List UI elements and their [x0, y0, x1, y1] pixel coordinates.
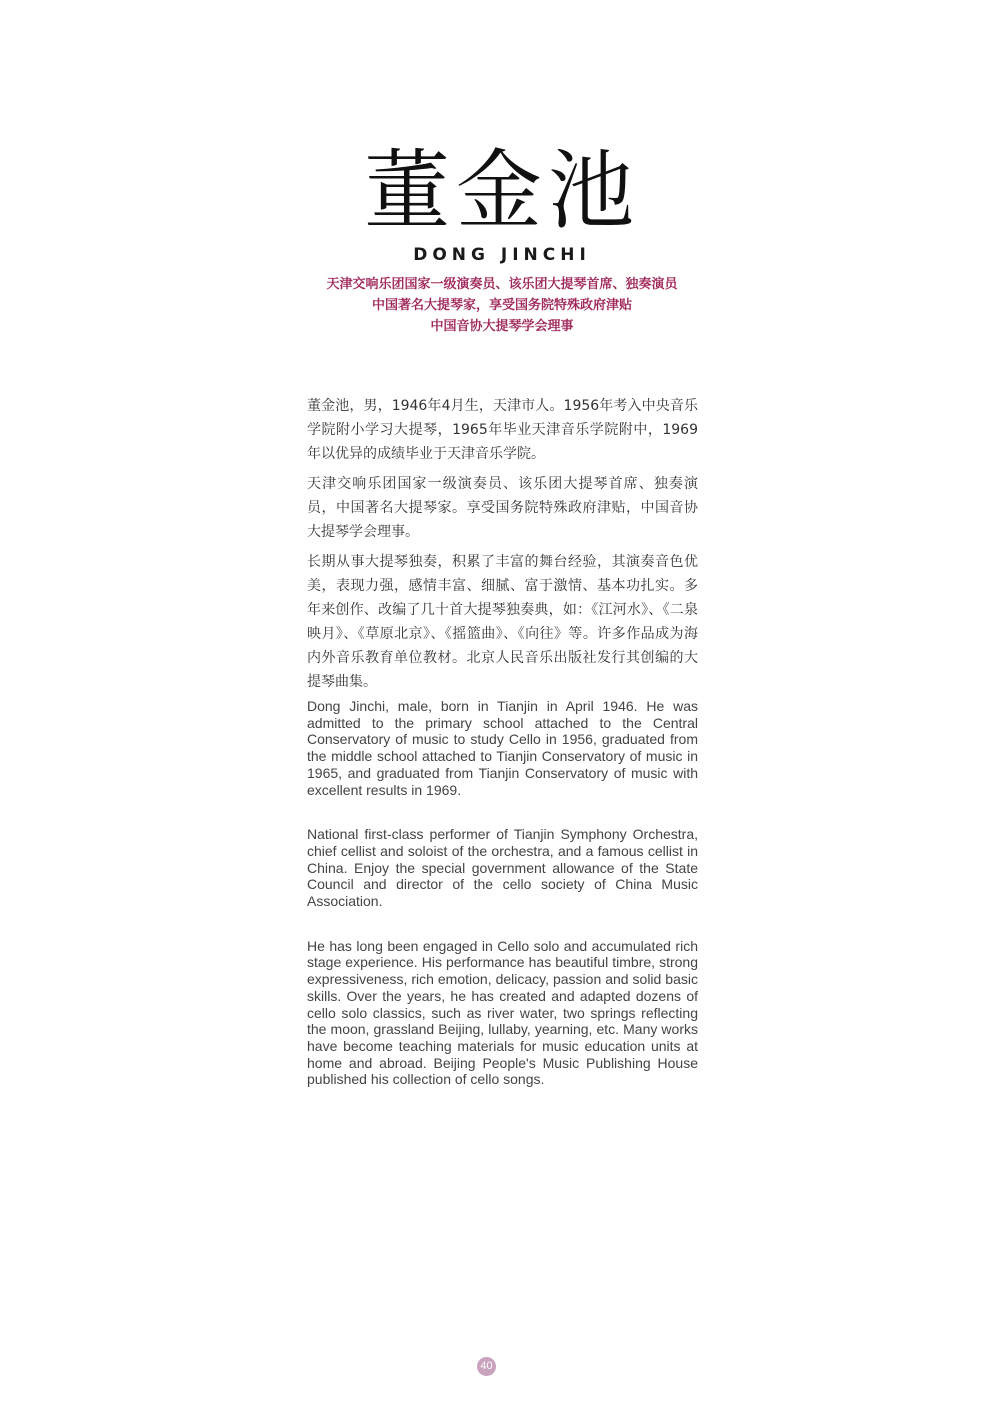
- biography-english: [307, 698, 698, 1116]
- titles-block: [0, 274, 1004, 337]
- bio-paragraph-en: He has long been engaged in Cello solo and accumulated rich stage experience. His performance has beautiful timbre, strong expressiveness, rich emotion, delicacy, passion and solid basic skills. Over the years, he has created and adapted dozens of cello solo classics, such as river water, two springs reflecting the moon, grassland Beijing, lullaby, yearning, etc. Many works have become teaching materials for music education units at home and abroad. Beijing People's Music Publishing House published his collection of cello songs.: [307, 937, 698, 1088]
- name-english: DONG JINCHI: [413, 245, 591, 265]
- bio-paragraph-zh: 长期从事大提琴独奏，积累了丰富的舞台经验，其演奏音色优美，表现力强，感情丰富、细腻、富于激情、基本功扎实。多年来创作、改编了几十首大提琴独奏典，如：《江河水》、《二泉映月》、《草原北京》、《摇篮曲》、《向往》等。许多作品成为海内外音乐教育单位教材。北京人民音乐出版社发行其创编的大提琴曲集。: [307, 554, 698, 690]
- bio-paragraph-zh: 董金池，男，1946年4月生，天津市人。1956年考入中央音乐学院附小学习大提琴，1965年毕业天津音乐学院附中，1969年以优异的成绩毕业于天津音乐学院。: [307, 398, 698, 462]
- title-line: 中国音协大提琴学会理事: [430, 319, 574, 334]
- title-line: 中国著名大提琴家，享受国务院特殊政府津贴: [371, 298, 632, 313]
- bio-paragraph-en: National first-class performer of Tianjin Symphony Orchestra, chief cellist and soloist of the orchestra, and a famous cellist in China. Enjoy the special government allowance of the State Council and director of the cello society of China Music Association.: [307, 826, 698, 910]
- bio-paragraph-en: Dong Jinchi, male, born in Tianjin in April 1946. He was admitted to the primary school attached to the Central Conservatory of music to study Cello in 1956, graduated from the middle school attached to Tianjin Conservatory of music in 1965, and graduated from Tianjin Conservatory of music with excellent results in 1969.: [307, 698, 698, 798]
- biography-chinese: [307, 394, 698, 700]
- name-chinese: 董金池: [364, 141, 640, 241]
- bio-paragraph-zh: 天津交响乐团国家一级演奏员、该乐团大提琴首席、独奏演员，中国著名大提琴家。享受国务院特殊政府津贴，中国音协大提琴学会理事。: [307, 476, 698, 540]
- page-number-badge: 40: [477, 1357, 496, 1376]
- title-line: 天津交响乐团国家一级演奏员、该乐团大提琴首席、独奏演员: [326, 277, 678, 292]
